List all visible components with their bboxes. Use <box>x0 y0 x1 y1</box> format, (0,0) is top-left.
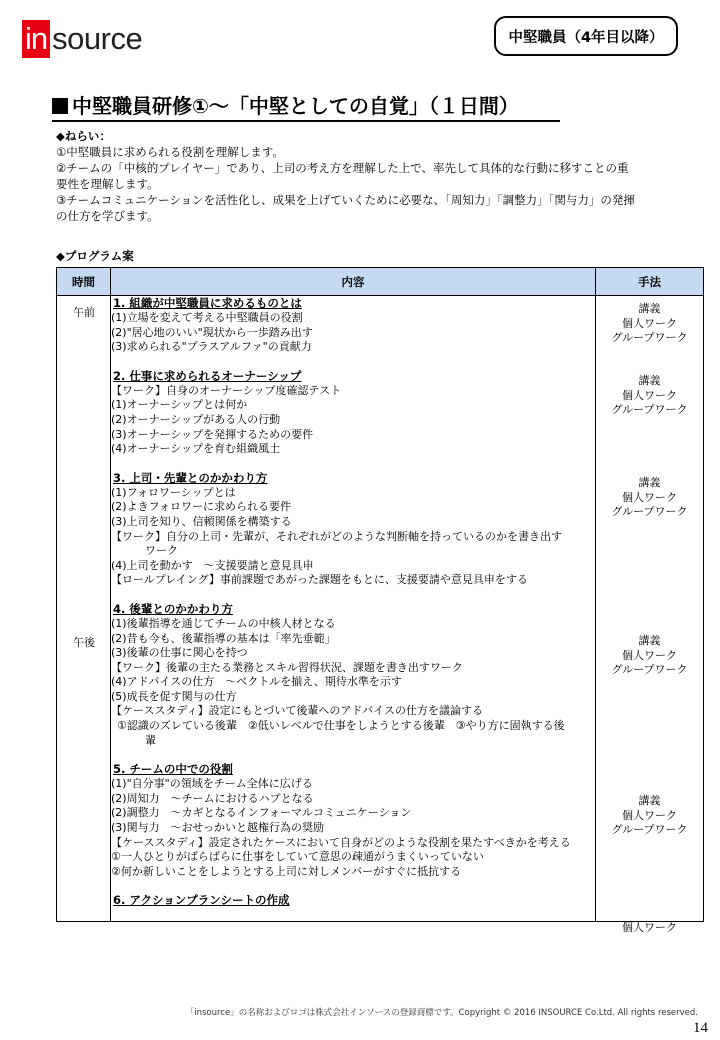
target-badge: 中堅職員（4年目以降） <box>494 16 678 56</box>
aim-line: ③チームコミュニケーションを活性化し、成果を上げていくために必要な、「周知力」「調整力」「関与力」の発揮 <box>56 193 635 207</box>
block-line: 【ケーススタディ】設定されたケースにおいて自身がどのような役割を果たすべきかを考える <box>111 835 571 849</box>
page-number: 14 <box>693 1020 708 1036</box>
aim-line: の仕方を学びます。 <box>56 209 159 223</box>
block-line: (3)求められる"プラスアルファ"の貢献力 <box>111 340 312 354</box>
block-title: 4. 後輩とのかかわり方 <box>113 601 233 616</box>
block-line: (3)関与力 〜おせっかいと越権行為の奨励 <box>111 821 325 835</box>
method-group-4: 講義 個人ワーク グループワーク <box>611 634 688 677</box>
content-cell <box>111 296 596 922</box>
method-group-5: 講義 個人ワーク グループワーク <box>611 794 688 837</box>
method-group-2: 講義 個人ワーク グループワーク <box>611 374 688 417</box>
block-line: (4)オーナーシップを育む組織風土 <box>111 442 281 456</box>
method-group-1: 講義 個人ワーク グループワーク <box>611 302 688 345</box>
page-title <box>52 93 560 122</box>
time-cell <box>57 296 111 922</box>
page-title-text: 中堅職員研修①〜「中堅としての自覚」（１日間） <box>72 94 519 118</box>
header-time: 時間 <box>57 268 111 296</box>
block-line: (1)フォロワーシップとは <box>111 485 236 499</box>
header-content: 内容 <box>111 268 596 296</box>
aim-section <box>56 128 676 224</box>
block-line: 【ケーススタディ】設定にもとづいて後輩へのアドバイスの仕方を議論する <box>111 704 484 718</box>
logo-source: source <box>52 21 143 56</box>
aim-line: ①中堅職員に求められる役割を理解します。 <box>56 145 284 159</box>
block-line: (4)上司を動かす 〜支援要請と意見具申 <box>111 558 314 572</box>
block-line: (4)アドバイスの仕方 〜ベクトルを揃え、期待水準を示す <box>111 675 402 689</box>
table-header-row <box>57 268 704 296</box>
aim-line: 要性を理解します。 <box>56 177 159 191</box>
block-line: (2)"居心地のいい"現状から一歩踏み出す <box>111 325 313 339</box>
block-line: (3)後輩の仕事に関心を持つ <box>111 646 248 660</box>
program-table <box>56 267 704 934</box>
block-line: ワーク <box>145 544 178 558</box>
aim-header: ◆ねらい： <box>56 129 111 143</box>
block-line: (1)後輩指導を通じてチームの中核人材となる <box>111 616 336 630</box>
program-block-5 <box>111 762 595 879</box>
block-line: 【ワーク】自分の上司・先輩が、それぞれがどのような判断軸を持っているのかを書き出す <box>111 529 562 543</box>
copyright-footer: 「insource」の名称およびロゴは株式会社インソースの登録商標です。Copyright © 2016 INSOURCE Co.Ltd. All rights reserved. <box>185 1008 698 1018</box>
method-group-6: 個人ワーク <box>622 921 677 934</box>
time-pm: 午後 <box>73 636 95 649</box>
method-cell <box>596 296 704 934</box>
block-line: (5)成長を促す関与の仕方 <box>111 689 237 703</box>
program-block-1 <box>111 296 595 355</box>
block-line: (2)調整力 〜カギとなるインフォーマルコミュニケーション <box>111 806 412 820</box>
program-block-3 <box>111 471 595 588</box>
block-title: 3. 上司・先輩とのかかわり方 <box>113 470 268 485</box>
logo-in: in <box>22 20 50 58</box>
block-line: 【ワーク】後輩の主たる業務とスキル習得状況、課題を書き出すワーク <box>111 660 463 674</box>
block-line: 【ロールプレイング】事前課題であがった課題をもとに、支援要請や意見具申をする <box>111 573 528 587</box>
block-title: 6. アクションプランシートの作成 <box>113 893 290 908</box>
block-line: ①一人ひとりがばらばらに仕事をしていて意思の疎通がうまくいっていない <box>111 850 484 864</box>
block-title: 5. チームの中での役割 <box>113 762 233 777</box>
block-line: (2)よきフォロワーに求められる要件 <box>111 500 292 514</box>
block-line: (3)オーナーシップを発揮するための要件 <box>111 427 314 441</box>
block-line: (3)上司を知り、信頼関係を構築する <box>111 514 292 528</box>
block-line: (1)オーナーシップとは何か <box>111 398 248 412</box>
square-bullet-icon <box>52 98 68 114</box>
block-line: (1)"自分事"の領域をチーム全体に広げる <box>111 777 313 791</box>
block-line: (2)オーナーシップがある人の行動 <box>111 412 281 426</box>
program-header: ◆プログラム案 <box>56 249 134 263</box>
program-block-4 <box>111 602 595 748</box>
block-line: (1)立場を変えて考える中堅職員の役割 <box>111 311 303 324</box>
header-method: 手法 <box>596 268 704 296</box>
table-row <box>57 296 704 922</box>
block-title: 1. 組織が中堅職員に求めるものとは <box>113 296 302 310</box>
program-block-6 <box>111 893 595 908</box>
block-line: (2)昔も今も、後輩指導の基本は「率先垂範」 <box>111 631 336 645</box>
program-block-2 <box>111 369 595 457</box>
block-line: ①認識のズレている後輩 ②低いレベルで仕事をしようとする後輩 ③やり方に固執する後 <box>117 719 565 733</box>
insource-logo <box>22 20 142 58</box>
block-line: (2)周知力 〜チームにおけるハブとなる <box>111 791 314 805</box>
block-line: 【ワーク】自身のオーナーシップ度確認テスト <box>111 383 342 397</box>
aim-line: ②チームの「中核的プレイヤー」であり、上司の考え方を理解した上で、率先して具体的な行動に移すことの重 <box>56 161 629 175</box>
block-line: 輩 <box>145 733 156 747</box>
block-line: ②何か新しいことをしようとする上司に対しメンバーがすぐに抵抗する <box>111 864 462 878</box>
method-group-3: 講義 個人ワーク グループワーク <box>611 476 688 519</box>
time-am: 午前 <box>73 306 95 319</box>
block-title: 2. 仕事に求められるオーナーシップ <box>113 368 302 383</box>
